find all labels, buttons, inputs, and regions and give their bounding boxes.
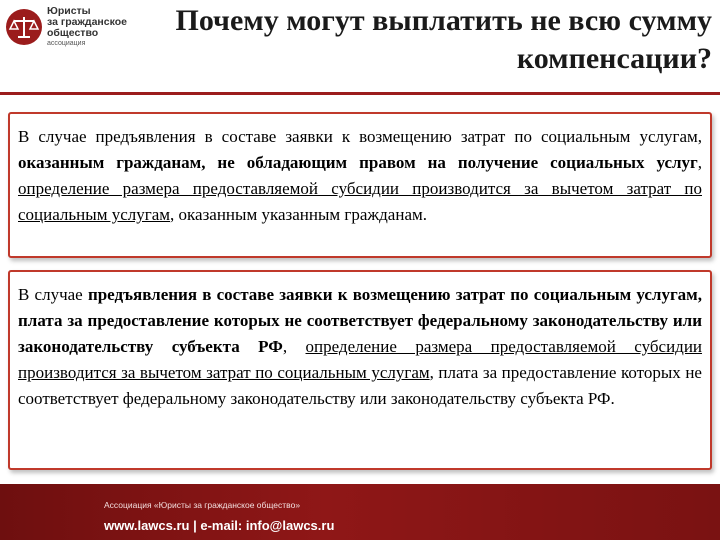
panel-1-seg-3: , bbox=[697, 153, 702, 172]
footer-association: Ассоциация «Юристы за гражданское общество» bbox=[104, 500, 301, 510]
panel-1-seg-1: В случае предъявления в составе заявки к возмещению затрат по социальным услугам, bbox=[18, 127, 702, 146]
scales-icon bbox=[6, 9, 42, 45]
panel-1-seg-5: , оказанным указанным гражданам. bbox=[170, 205, 427, 224]
panel-2-seg-5: , плата за предоставление которых не соответствует федеральному законодательству или законодательству субъекта РФ. bbox=[18, 363, 702, 408]
footer bbox=[0, 484, 720, 540]
panel-2-text bbox=[18, 282, 702, 412]
logo-line-2: за гражданское bbox=[47, 16, 127, 28]
panel-2-seg-4: определение размера предоставляемой субсидии производится за вычетом затрат по социальным услугам bbox=[18, 337, 703, 382]
panel-1-seg-4: определение размера предоставляемой субсидии производится за вычетом затрат по социальным услугам bbox=[18, 179, 702, 224]
page-title: Почему могут выплатить не всю сумму компенсации? bbox=[175, 4, 712, 75]
logo-text bbox=[47, 6, 127, 48]
info-panel-1 bbox=[8, 112, 712, 258]
panel-2-seg-1: В случае bbox=[18, 285, 88, 304]
info-panel-2 bbox=[8, 270, 712, 470]
logo bbox=[6, 6, 138, 48]
panel-2-seg-2: предъявления в составе заявки к возмещению затрат по социальным услугам, плата за предоставление которых не соответствует федеральному законодательству или законодательству субъекта РФ bbox=[18, 285, 702, 356]
footer-contacts: www.lawcs.ru | e-mail: info@lawcs.ru bbox=[104, 518, 335, 533]
logo-line-1: Юристы bbox=[47, 5, 91, 17]
panel-2-seg-3: , bbox=[282, 337, 306, 356]
panel-1-seg-2: оказанным гражданам, не обладающим правом на получение социальных услуг bbox=[18, 153, 698, 172]
title-divider bbox=[0, 92, 720, 95]
logo-line-3: общество bbox=[47, 27, 99, 39]
panel-1-text bbox=[18, 124, 702, 228]
logo-subtitle: ассоциация bbox=[47, 40, 86, 47]
